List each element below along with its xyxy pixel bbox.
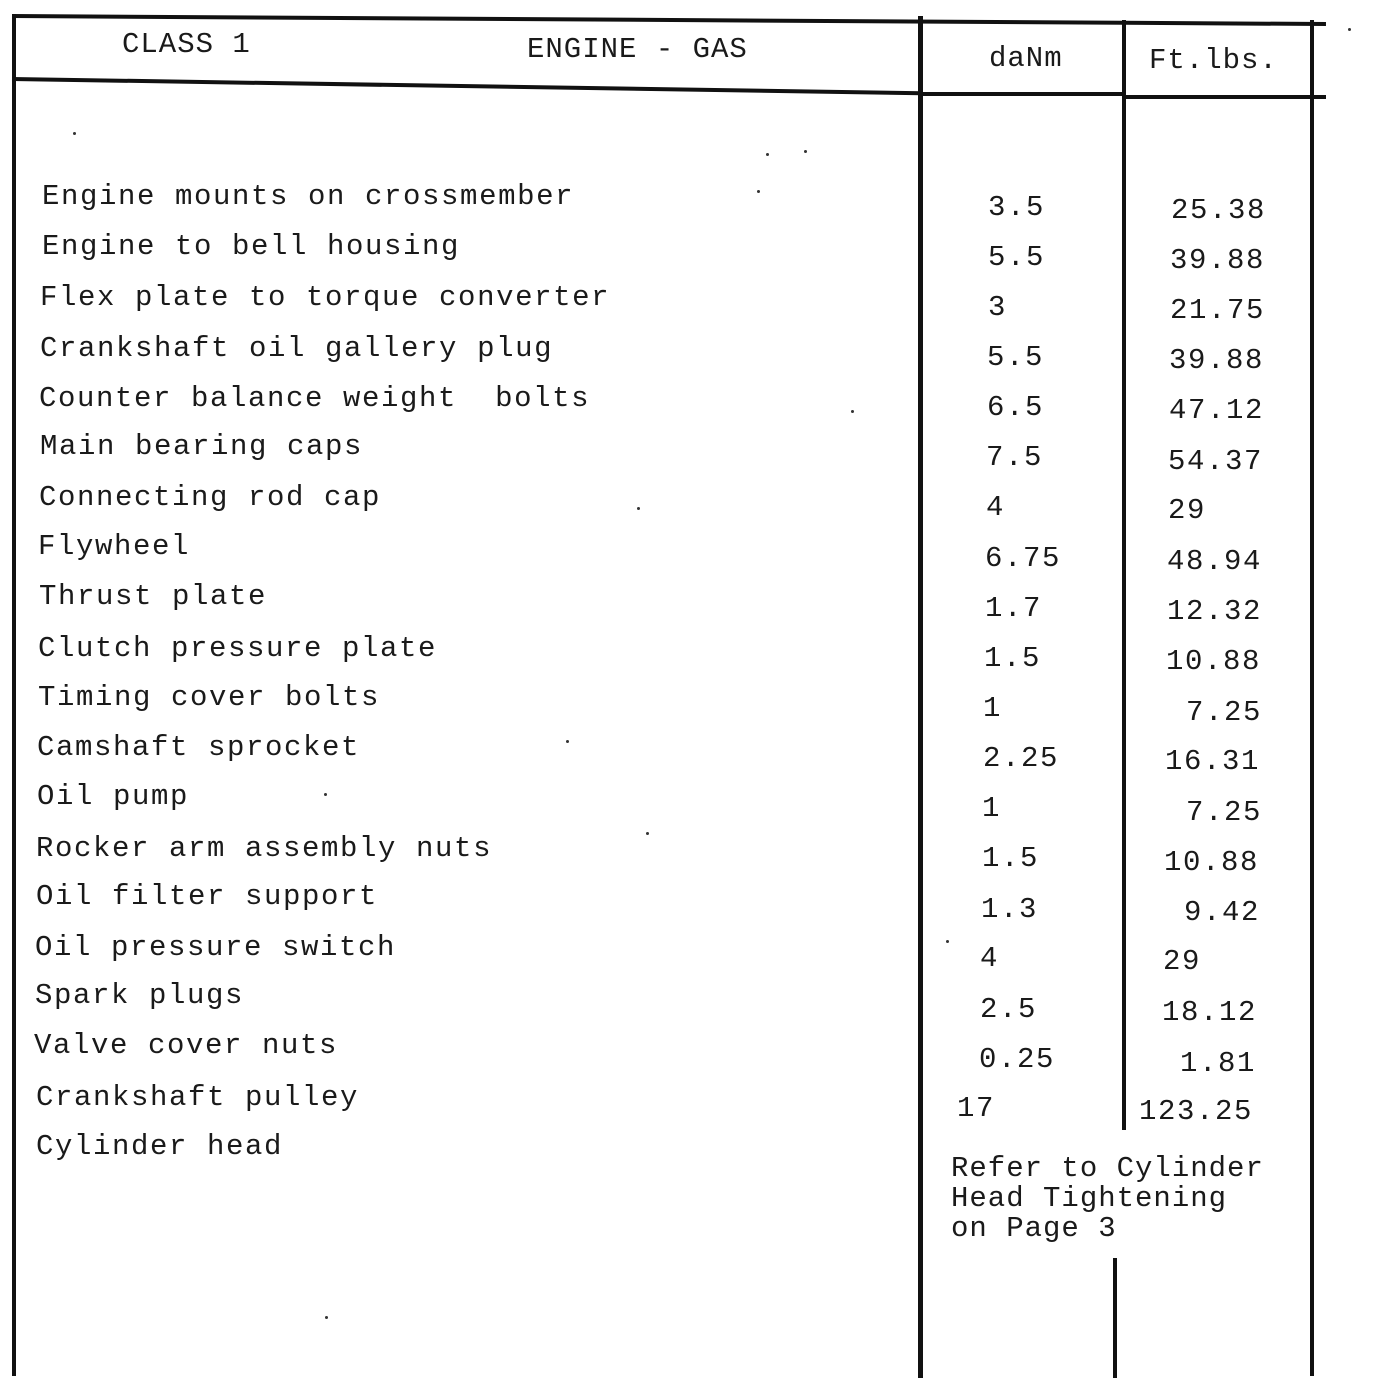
- column-header-danm: daNm: [989, 42, 1063, 75]
- ftlbs-value: 10.88: [1164, 846, 1260, 879]
- item-label: Engine mounts on crossmember: [42, 180, 575, 213]
- item-label: Connecting rod cap: [39, 481, 382, 514]
- section-title: ENGINE - GAS: [527, 33, 748, 66]
- ftlbs-value: 7.25: [1186, 696, 1263, 729]
- ftlbs-value: 9.42: [1184, 896, 1261, 929]
- item-label: Timing cover bolts: [38, 681, 381, 714]
- scan-speck: [637, 507, 640, 510]
- table-top-border: [12, 14, 1326, 26]
- ftlbs-value: 7.25: [1186, 796, 1263, 829]
- ftlbs-value: 47.12: [1169, 394, 1265, 427]
- item-label: Rocker arm assembly nuts: [36, 832, 493, 865]
- class-label: CLASS 1: [122, 28, 251, 61]
- note-line-3: on Page 3: [951, 1212, 1117, 1245]
- item-label: Clutch pressure plate: [38, 632, 438, 665]
- ftlbs-value: 10.88: [1166, 645, 1262, 678]
- scan-speck: [946, 940, 949, 943]
- item-label: Valve cover nuts: [34, 1029, 339, 1062]
- item-label: Counter balance weight bolts: [39, 382, 591, 415]
- ftlbs-value: 25.38: [1171, 194, 1267, 227]
- danm-value: 1: [982, 792, 1002, 825]
- danm-value: 6.5: [987, 391, 1045, 424]
- scan-speck: [325, 1316, 328, 1319]
- scan-speck: [1348, 28, 1351, 31]
- scan-speck: [646, 832, 649, 835]
- danm-value: 5.5: [988, 241, 1046, 274]
- ftlbs-value: 54.37: [1168, 445, 1264, 478]
- header-rule-danm: [921, 92, 1125, 96]
- scan-speck: [73, 132, 76, 135]
- item-label: Flywheel: [38, 530, 191, 563]
- table-right-border: [1310, 20, 1314, 1376]
- item-label: Crankshaft oil gallery plug: [40, 332, 554, 365]
- scan-speck: [324, 793, 327, 796]
- item-label: Crankshaft pulley: [36, 1081, 360, 1114]
- column-header-ftlbs: Ft.lbs.: [1149, 44, 1278, 77]
- ftlbs-value: 123.25: [1139, 1095, 1254, 1128]
- header-rule-ftlbs: [1124, 95, 1326, 99]
- item-label: Cylinder head: [36, 1130, 284, 1163]
- item-label: Engine to bell housing: [42, 230, 461, 263]
- column-divider-danm-ftlbs: [1122, 20, 1126, 1130]
- item-label: Main bearing caps: [40, 430, 364, 463]
- item-label: Thrust plate: [39, 580, 268, 613]
- danm-value: 2.25: [983, 742, 1060, 775]
- item-label: Oil pump: [37, 780, 190, 813]
- scan-speck: [766, 153, 769, 156]
- danm-value: 1.5: [982, 842, 1040, 875]
- danm-value: 1: [983, 692, 1003, 725]
- danm-value: 1.5: [984, 642, 1042, 675]
- ftlbs-value: 1.81: [1180, 1047, 1257, 1080]
- ftlbs-value: 39.88: [1169, 344, 1265, 377]
- danm-value: 1.3: [981, 893, 1039, 926]
- ftlbs-value: 39.88: [1170, 244, 1266, 277]
- danm-value: 1.7: [985, 592, 1043, 625]
- ftlbs-value: 29: [1163, 945, 1202, 978]
- danm-value: 3.5: [988, 191, 1046, 224]
- column-divider-item-danm: [918, 16, 923, 1378]
- danm-value: 6.75: [985, 542, 1062, 575]
- cylinder-head-note: [951, 1154, 1264, 1244]
- scan-speck: [804, 150, 807, 153]
- item-label: Spark plugs: [35, 979, 245, 1012]
- danm-value: 7.5: [986, 441, 1044, 474]
- item-label: Oil pressure switch: [35, 931, 397, 964]
- table-left-border: [12, 14, 16, 1376]
- danm-value: 5.5: [987, 341, 1045, 374]
- ftlbs-value: 18.12: [1162, 996, 1258, 1029]
- ftlbs-value: 29: [1168, 494, 1207, 527]
- scan-speck: [851, 410, 854, 413]
- scan-speck: [566, 740, 569, 743]
- ftlbs-value: 48.94: [1167, 545, 1263, 578]
- header-rule-item: [12, 77, 922, 95]
- danm-value: 3: [988, 291, 1008, 324]
- danm-value: 0.25: [979, 1043, 1056, 1076]
- ftlbs-value: 12.32: [1167, 595, 1263, 628]
- note-line-1: Refer to Cylinder: [951, 1152, 1264, 1185]
- item-label: Oil filter support: [36, 880, 379, 913]
- danm-value: 4: [980, 942, 1000, 975]
- danm-value: 17: [957, 1092, 996, 1125]
- column-divider-danm-ftlbs-lower: [1113, 1258, 1117, 1378]
- danm-value: 2.5: [980, 993, 1038, 1026]
- item-label: Flex plate to torque converter: [40, 281, 611, 314]
- note-line-2: Head Tightening: [951, 1182, 1228, 1215]
- item-label: Camshaft sprocket: [37, 731, 361, 764]
- ftlbs-value: 21.75: [1170, 294, 1266, 327]
- ftlbs-value: 16.31: [1165, 745, 1261, 778]
- danm-value: 4: [986, 491, 1006, 524]
- scan-speck: [757, 190, 760, 193]
